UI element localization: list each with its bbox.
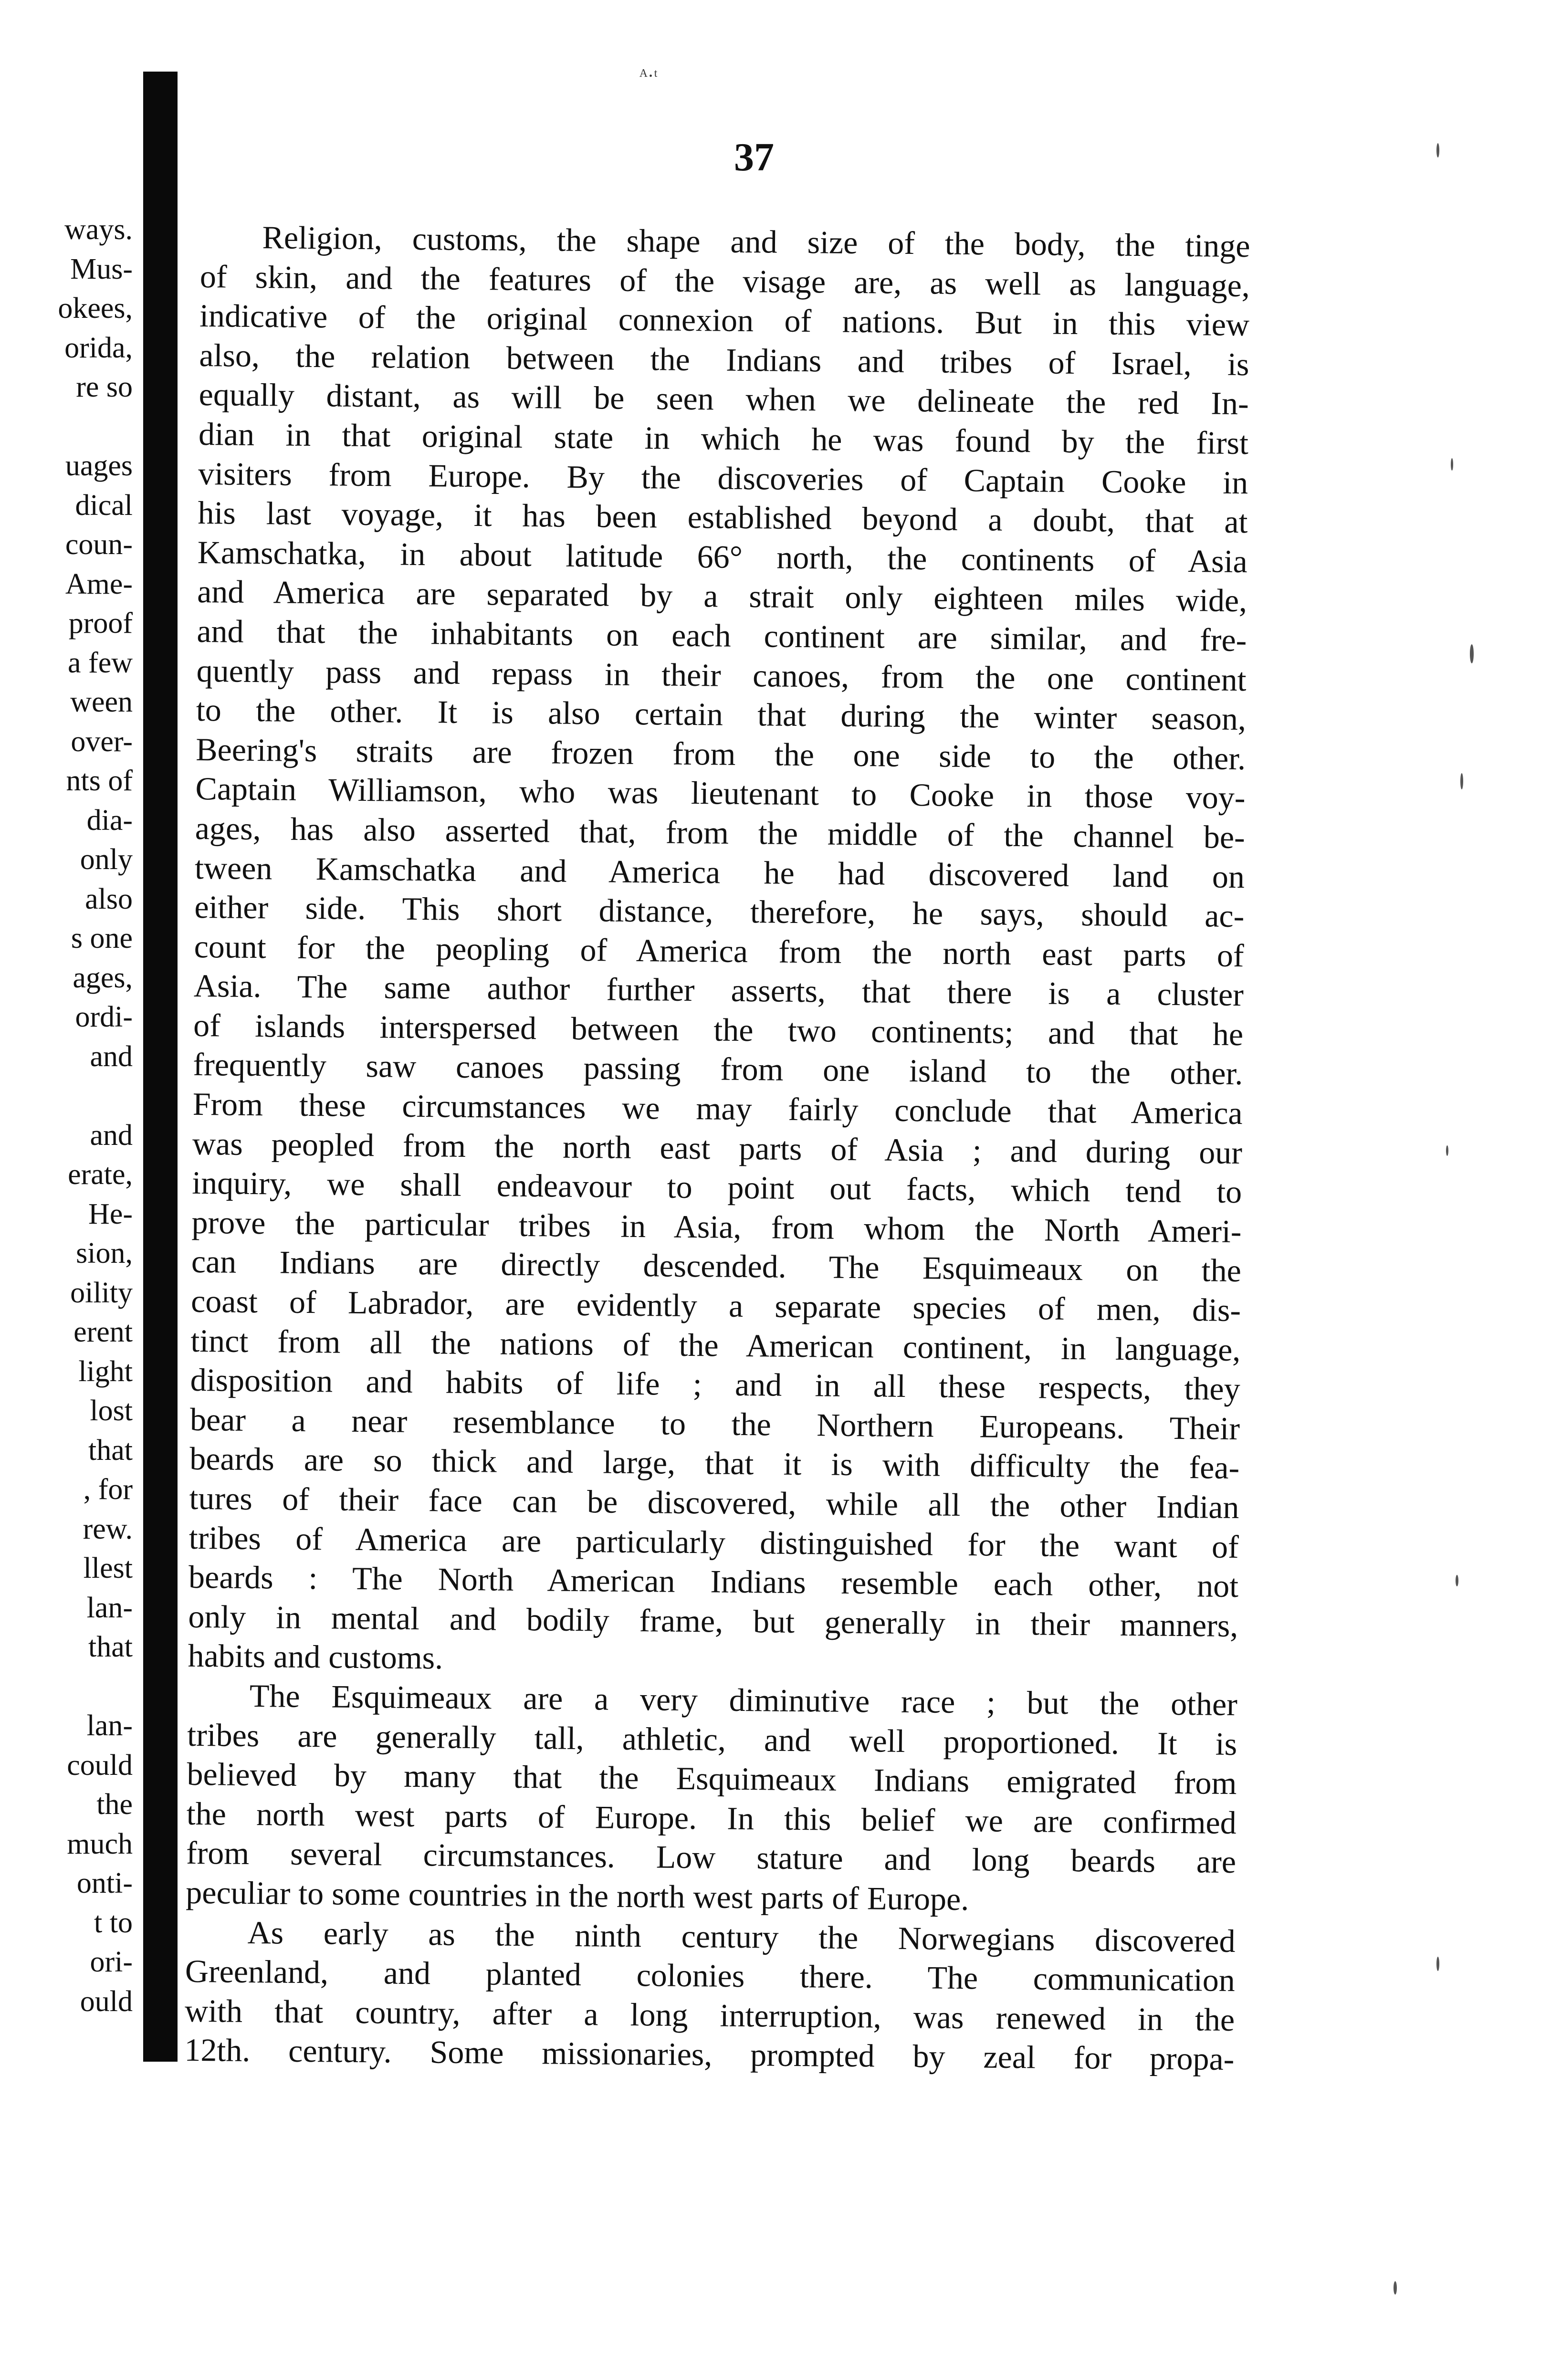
facing-page-fragment: ordi- <box>75 1001 133 1033</box>
facing-page-fragment: erate, <box>68 1158 133 1191</box>
scan-speck <box>1460 773 1463 789</box>
text-line: from several circumstances. Low stature and long beards are <box>186 1835 1237 1880</box>
text-line: inquiry, we shall endeavour to point out facts, which tend to <box>192 1164 1242 1210</box>
facing-page-fragment: He- <box>88 1197 133 1230</box>
facing-page-fragment <box>0 1076 143 1116</box>
facing-page-fragment: light <box>78 1355 133 1388</box>
text-line: can Indians are directly descended. The Esquimeaux on the <box>191 1243 1242 1289</box>
text-line: prove the particular tribes in Asia, from whom the North Ameri- <box>191 1204 1242 1249</box>
facing-page-fragment: okees, <box>58 292 133 325</box>
facing-page-fragment: onti- <box>76 1867 133 1899</box>
text-line: the north west parts of Europe. In this belief we are confirmed <box>186 1795 1237 1841</box>
text-line: disposition and habits of life ; and in all these respects, they <box>190 1362 1240 1407</box>
text-line: of skin, and the features of the visage are, as well as language, <box>199 258 1250 304</box>
binding-gutter-shadow <box>143 72 178 2062</box>
facing-page-fragment: ween <box>70 686 133 718</box>
scan-speck <box>1394 2281 1397 2295</box>
text-line: frequently saw canoes passing from one island to the other. <box>193 1046 1243 1092</box>
facing-page-fragment: sion, <box>76 1237 133 1269</box>
scan-speck <box>1470 644 1474 663</box>
text-line: was peopled from the north east parts of Asia ; and during our <box>192 1125 1243 1171</box>
facing-page-fragment: Ame- <box>65 567 133 600</box>
text-line: Religion, customs, the shape and size of the body, the tinge <box>262 219 1250 264</box>
facing-page-fragment: could <box>67 1749 133 1782</box>
text-line: indicative of the original connexion of nations. But in this view <box>199 297 1250 343</box>
facing-page-fragment: coun- <box>65 528 133 561</box>
text-line: The Esquimeaux are a very diminutive race ; but the other <box>249 1677 1238 1723</box>
text-line: visiters from Europe. By the discoveries of Captain Cooke in <box>198 455 1248 501</box>
facing-page-fragment: erent <box>73 1316 133 1348</box>
scan-speck <box>1456 1575 1458 1586</box>
facing-page-fragment: over- <box>71 725 133 758</box>
page-number: 37 <box>734 135 774 179</box>
text-line: dian in that original state in which he was found by the first <box>198 415 1249 461</box>
text-line: count for the peopling of America from the north east parts of <box>194 928 1244 974</box>
facing-page-fragment: also <box>85 882 133 915</box>
text-line: Captain Williamson, who was lieutenant to Cooke in those voy- <box>195 770 1246 816</box>
text-line: and that the inhabitants on each continent are similar, and fre- <box>197 612 1247 659</box>
text-line: From these circumstances we may fairly conclude that America <box>192 1085 1243 1132</box>
text-line: only in mental and bodily frame, but generally in their manners, <box>188 1598 1238 1644</box>
text-line: bear a near resemblance to the Northern Europeans. Their <box>189 1401 1240 1447</box>
text-line: Kamschatka, in about latitude 66° north, the continents of Asia <box>197 534 1248 579</box>
facing-page-fragment: that <box>88 1631 133 1663</box>
facing-page-fragment: only <box>80 843 133 876</box>
facing-page-fragment: Mus- <box>70 252 133 285</box>
facing-page-fragment: llest <box>83 1552 133 1584</box>
body-text <box>184 217 1250 2079</box>
text-line: to the other. It is also certain that during the winter season, <box>196 692 1247 737</box>
facing-page-fragment: the <box>96 1788 133 1821</box>
facing-page-fragment: oility <box>70 1276 133 1309</box>
facing-page-fragment: dia- <box>86 804 133 837</box>
facing-page-fragment: ould <box>80 1985 133 2018</box>
text-line: his last voyage, it has been established beyond a doubt, that at <box>198 494 1248 540</box>
scan-speck <box>1446 1145 1448 1156</box>
facing-page-fragment: lan- <box>86 1591 133 1624</box>
text-line: and America are separated by a strait only eighteen miles wide, <box>197 573 1247 619</box>
printer-mark: ᴬ·ᵗ <box>639 65 658 86</box>
text-line: believed by many that the Esquimeaux Indians emigrated from <box>187 1756 1237 1802</box>
facing-page-fragment: nts of <box>66 765 133 797</box>
facing-page-fragment: s one <box>71 922 133 954</box>
facing-page-fragment: a few <box>68 646 133 679</box>
text-line: Beering's straits are frozen from the one side to the other. <box>195 731 1246 776</box>
facing-page-fragments <box>0 210 143 2021</box>
scan-speck <box>1436 1957 1439 1971</box>
text-line: equally distant, as will be seen when we delineate the red In- <box>199 376 1249 422</box>
text-line: also, the relation between the Indians and tribes of Israel, is <box>199 336 1249 382</box>
scan-speck <box>1436 143 1439 157</box>
facing-page-fragment <box>0 407 143 447</box>
facing-page-fragment: and <box>90 1040 133 1073</box>
facing-page-fragment <box>0 1667 143 1707</box>
text-line: quently pass and repass in their canoes, from the one continent <box>196 652 1247 698</box>
facing-page-fragment: much <box>67 1827 133 1860</box>
text-line: peculiar to some countries in the north west parts of Europe. <box>186 1874 969 1918</box>
facing-page-fragment: and <box>90 1119 133 1152</box>
text-line: beards are so thick and large, that it is with difficulty the fea- <box>189 1440 1240 1486</box>
text-line: either side. This short distance, therefore, he says, should ac- <box>194 889 1245 934</box>
facing-page-fragment: re so <box>76 371 133 403</box>
text-line: with that country, after a long interruption, was renewed in the <box>184 1992 1235 2038</box>
text-line: tures of their face can be discovered, while all the other Indian <box>189 1479 1239 1526</box>
facing-page-fragment: , for <box>83 1473 133 1506</box>
facing-page-fragment: dical <box>75 489 133 522</box>
facing-page-fragment: lost <box>90 1394 133 1427</box>
facing-page-fragment: that <box>88 1434 133 1467</box>
text-line: As early as the ninth century the Norwegians discovered <box>247 1914 1236 1959</box>
text-line: habits and customs. <box>188 1637 443 1676</box>
text-line: coast of Labrador, are evidently a separate species of men, dis- <box>190 1282 1241 1329</box>
facing-page-fragment: rew. <box>83 1512 133 1545</box>
text-line: tribes of America are particularly distinguished for the want of <box>189 1519 1239 1565</box>
text-line: Greenland, and planted colonies there. The communication <box>185 1952 1236 1999</box>
text-line: tinct from all the nations of the American continent, in language, <box>190 1322 1241 1368</box>
facing-page-fragment: t to <box>94 1906 133 1939</box>
facing-page-fragment: ori- <box>90 1946 133 1978</box>
facing-page-fragment: lan- <box>86 1709 133 1742</box>
text-line: of islands interspersed between the two continents; and that he <box>193 1007 1244 1053</box>
text-line: beards : The North American Indians resemble each other, not <box>188 1559 1239 1604</box>
text-line: Asia. The same author further asserts, that there is a cluster <box>193 967 1244 1013</box>
facing-page-fragment: uages <box>65 450 133 482</box>
text-line: tween Kamschatka and America he had discovered land on <box>194 849 1245 895</box>
facing-page-fragment: proof <box>68 607 133 640</box>
text-line: tribes are generally tall, athletic, and well proportioned. It is <box>187 1716 1237 1762</box>
text-line: 12th. century. Some missionaries, prompted by zeal for propa- <box>184 2032 1235 2077</box>
facing-page-fragment: ages, <box>73 961 133 994</box>
facing-page-fragment: ways. <box>64 213 133 246</box>
facing-page-fragment: orida, <box>64 331 133 364</box>
scan-speck <box>1451 458 1453 471</box>
text-line: ages, has also asserted that, from the middle of the channel be- <box>195 809 1246 856</box>
